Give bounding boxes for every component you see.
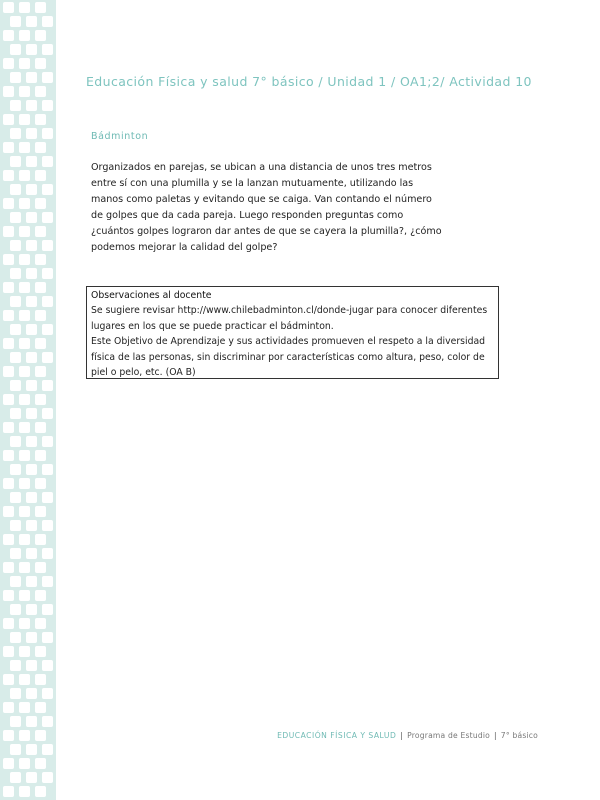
strip-pattern-square bbox=[19, 534, 30, 545]
strip-pattern-square bbox=[42, 492, 53, 503]
strip-pattern-square bbox=[3, 758, 14, 769]
strip-pattern-square bbox=[10, 212, 21, 223]
strip-pattern-row bbox=[0, 156, 56, 170]
strip-pattern-square bbox=[3, 282, 14, 293]
strip-pattern-square bbox=[19, 562, 30, 573]
strip-pattern-square bbox=[10, 156, 21, 167]
strip-pattern-square bbox=[19, 226, 30, 237]
strip-pattern-row bbox=[0, 282, 56, 296]
strip-pattern-square bbox=[35, 534, 46, 545]
strip-pattern-square bbox=[19, 114, 30, 125]
strip-pattern-square bbox=[10, 72, 21, 83]
strip-pattern-square bbox=[19, 254, 30, 265]
strip-pattern-square bbox=[42, 212, 53, 223]
strip-pattern-square bbox=[10, 492, 21, 503]
strip-pattern-square bbox=[3, 674, 14, 685]
strip-pattern-row bbox=[0, 702, 56, 716]
strip-pattern-square bbox=[35, 758, 46, 769]
strip-pattern-square bbox=[26, 240, 37, 251]
strip-pattern-square bbox=[19, 58, 30, 69]
strip-pattern-row bbox=[0, 688, 56, 702]
strip-pattern-square bbox=[26, 380, 37, 391]
strip-pattern-square bbox=[35, 2, 46, 13]
strip-pattern-square bbox=[42, 660, 53, 671]
strip-pattern-square bbox=[42, 296, 53, 307]
strip-pattern-row bbox=[0, 534, 56, 548]
strip-pattern-square bbox=[19, 758, 30, 769]
page-header-title: Educación Física y salud 7° básico / Unidad 1 / OA1;2/ Actividad 10 bbox=[86, 74, 532, 89]
strip-pattern-square bbox=[42, 44, 53, 55]
strip-pattern-square bbox=[26, 184, 37, 195]
strip-pattern-square bbox=[3, 366, 14, 377]
strip-pattern-square bbox=[26, 660, 37, 671]
strip-pattern-square bbox=[3, 562, 14, 573]
strip-pattern-square bbox=[19, 282, 30, 293]
strip-pattern-square bbox=[42, 716, 53, 727]
strip-pattern-square bbox=[10, 576, 21, 587]
strip-pattern-row bbox=[0, 548, 56, 562]
strip-pattern-square bbox=[42, 352, 53, 363]
strip-pattern-square bbox=[35, 422, 46, 433]
strip-pattern-square bbox=[19, 366, 30, 377]
strip-pattern-row bbox=[0, 562, 56, 576]
strip-pattern-square bbox=[26, 72, 37, 83]
strip-pattern-square bbox=[10, 520, 21, 531]
strip-pattern-square bbox=[42, 184, 53, 195]
strip-pattern-square bbox=[19, 338, 30, 349]
strip-pattern-square bbox=[42, 16, 53, 27]
strip-pattern-square bbox=[42, 632, 53, 643]
strip-pattern-square bbox=[42, 408, 53, 419]
observations-title: Observaciones al docente bbox=[91, 290, 212, 301]
strip-pattern-row bbox=[0, 758, 56, 772]
strip-pattern-row bbox=[0, 380, 56, 394]
strip-pattern-square bbox=[42, 436, 53, 447]
strip-pattern-row bbox=[0, 58, 56, 72]
strip-pattern-square bbox=[35, 786, 46, 797]
strip-pattern-square bbox=[19, 478, 30, 489]
page-footer bbox=[277, 731, 538, 740]
strip-pattern-row bbox=[0, 660, 56, 674]
strip-pattern-square bbox=[3, 254, 14, 265]
strip-pattern-square bbox=[10, 128, 21, 139]
strip-pattern-square bbox=[42, 72, 53, 83]
strip-pattern-square bbox=[10, 16, 21, 27]
strip-pattern-square bbox=[35, 170, 46, 181]
strip-pattern-row bbox=[0, 478, 56, 492]
strip-pattern-square bbox=[3, 730, 14, 741]
observations-text-2: Este Objetivo de Aprendizaje y sus actividades promueven el respeto a la diversidad física de las personas, sin discriminar por características como altura, peso, color de piel o pelo, etc. (OA B) bbox=[91, 336, 486, 379]
strip-pattern-square bbox=[3, 198, 14, 209]
strip-pattern-square bbox=[35, 618, 46, 629]
strip-pattern-row bbox=[0, 338, 56, 352]
strip-pattern-row bbox=[0, 632, 56, 646]
strip-pattern-row bbox=[0, 114, 56, 128]
strip-pattern-square bbox=[19, 646, 30, 657]
strip-pattern-square bbox=[3, 30, 14, 41]
strip-pattern-square bbox=[10, 324, 21, 335]
strip-pattern-square bbox=[19, 198, 30, 209]
strip-pattern-square bbox=[19, 618, 30, 629]
strip-pattern-square bbox=[19, 730, 30, 741]
strip-pattern-square bbox=[35, 226, 46, 237]
footer-grade: 7° básico bbox=[500, 731, 538, 740]
strip-pattern-row bbox=[0, 226, 56, 240]
strip-pattern-row bbox=[0, 100, 56, 114]
strip-pattern-square bbox=[42, 464, 53, 475]
strip-pattern-row bbox=[0, 772, 56, 786]
strip-pattern-square bbox=[10, 772, 21, 783]
strip-pattern-square bbox=[26, 352, 37, 363]
strip-pattern-square bbox=[3, 338, 14, 349]
strip-pattern-row bbox=[0, 212, 56, 226]
strip-pattern-square bbox=[3, 310, 14, 321]
strip-pattern-square bbox=[42, 576, 53, 587]
strip-pattern-row bbox=[0, 646, 56, 660]
footer-program: Programa de Estudio bbox=[407, 731, 491, 740]
strip-pattern-square bbox=[3, 226, 14, 237]
strip-pattern-square bbox=[35, 590, 46, 601]
strip-pattern-square bbox=[10, 548, 21, 559]
strip-pattern-row bbox=[0, 520, 56, 534]
strip-pattern-square bbox=[26, 100, 37, 111]
strip-pattern-row bbox=[0, 352, 56, 366]
strip-pattern-row bbox=[0, 2, 56, 16]
strip-pattern-square bbox=[10, 44, 21, 55]
strip-pattern-square bbox=[19, 170, 30, 181]
strip-pattern-row bbox=[0, 436, 56, 450]
strip-pattern-square bbox=[19, 142, 30, 153]
strip-pattern-square bbox=[10, 100, 21, 111]
strip-pattern-square bbox=[19, 2, 30, 13]
strip-pattern-square bbox=[42, 380, 53, 391]
section-title: Bádminton bbox=[91, 131, 149, 142]
strip-pattern-row bbox=[0, 744, 56, 758]
strip-pattern-row bbox=[0, 30, 56, 44]
strip-pattern-square bbox=[10, 604, 21, 615]
strip-pattern-square bbox=[35, 506, 46, 517]
strip-pattern-square bbox=[26, 128, 37, 139]
strip-pattern-row bbox=[0, 170, 56, 184]
strip-pattern-square bbox=[42, 772, 53, 783]
strip-pattern-square bbox=[10, 744, 21, 755]
strip-pattern-row bbox=[0, 422, 56, 436]
activity-paragraph: Organizados en parejas, se ubican a una distancia de unos tres metros entre sí con una plumilla y se la lanzan mutuamente, utilizando las manos como paletas y evitando que se caiga. Van contando el número de golpes que da cada pareja. Luego responden preguntas como ¿cuántos golpes lograron dar antes de que se cayera la plumilla?, ¿cómo podemos mejorar la calidad del golpe? bbox=[91, 162, 442, 253]
strip-pattern-square bbox=[3, 478, 14, 489]
strip-pattern-square bbox=[3, 114, 14, 125]
strip-pattern-square bbox=[26, 464, 37, 475]
strip-pattern-row bbox=[0, 464, 56, 478]
strip-pattern-row bbox=[0, 44, 56, 58]
strip-pattern-square bbox=[19, 86, 30, 97]
strip-pattern-square bbox=[3, 86, 14, 97]
strip-pattern-row bbox=[0, 86, 56, 100]
strip-pattern-square bbox=[42, 128, 53, 139]
strip-pattern-row bbox=[0, 576, 56, 590]
strip-pattern-square bbox=[19, 394, 30, 405]
strip-pattern-square bbox=[26, 744, 37, 755]
strip-pattern-square bbox=[3, 590, 14, 601]
strip-pattern-square bbox=[42, 604, 53, 615]
strip-pattern-square bbox=[42, 100, 53, 111]
strip-pattern-square bbox=[26, 324, 37, 335]
strip-pattern-square bbox=[42, 268, 53, 279]
strip-pattern-square bbox=[26, 604, 37, 615]
strip-pattern-square bbox=[35, 198, 46, 209]
strip-pattern-row bbox=[0, 604, 56, 618]
strip-pattern-row bbox=[0, 72, 56, 86]
strip-pattern-square bbox=[26, 44, 37, 55]
strip-pattern-square bbox=[19, 450, 30, 461]
strip-pattern-row bbox=[0, 408, 56, 422]
strip-pattern-square bbox=[10, 716, 21, 727]
strip-pattern-square bbox=[19, 30, 30, 41]
strip-pattern-square bbox=[3, 394, 14, 405]
footer-separator-2: | bbox=[494, 731, 497, 740]
strip-pattern-row bbox=[0, 184, 56, 198]
strip-pattern-row bbox=[0, 142, 56, 156]
strip-pattern-square bbox=[42, 240, 53, 251]
strip-pattern-square bbox=[42, 324, 53, 335]
strip-pattern-square bbox=[19, 422, 30, 433]
strip-pattern-square bbox=[35, 366, 46, 377]
observations-text-1: Se sugiere revisar http://www.chilebadminton.cl/donde-jugar para conocer diferentes lugares en los que se puede practicar el bádminton. bbox=[91, 305, 488, 332]
strip-pattern-square bbox=[42, 520, 53, 531]
strip-pattern-square bbox=[35, 86, 46, 97]
strip-pattern-row bbox=[0, 716, 56, 730]
strip-pattern-square bbox=[3, 2, 14, 13]
strip-pattern-row bbox=[0, 324, 56, 338]
strip-pattern-square bbox=[26, 268, 37, 279]
strip-pattern-square bbox=[35, 58, 46, 69]
strip-pattern-square bbox=[10, 240, 21, 251]
strip-pattern-square bbox=[3, 506, 14, 517]
strip-pattern-square bbox=[19, 702, 30, 713]
footer-separator-1: | bbox=[400, 731, 404, 740]
strip-pattern-square bbox=[10, 268, 21, 279]
strip-pattern-row bbox=[0, 590, 56, 604]
strip-pattern-square bbox=[26, 296, 37, 307]
strip-pattern-square bbox=[26, 576, 37, 587]
strip-pattern-row bbox=[0, 128, 56, 142]
strip-pattern-square bbox=[35, 562, 46, 573]
strip-pattern-square bbox=[3, 142, 14, 153]
strip-pattern-square bbox=[26, 520, 37, 531]
strip-pattern-square bbox=[26, 632, 37, 643]
strip-pattern-square bbox=[42, 156, 53, 167]
strip-pattern-square bbox=[35, 254, 46, 265]
strip-pattern-square bbox=[26, 492, 37, 503]
strip-pattern-square bbox=[3, 58, 14, 69]
strip-pattern-row bbox=[0, 730, 56, 744]
strip-pattern-square bbox=[35, 702, 46, 713]
strip-pattern-row bbox=[0, 268, 56, 282]
strip-pattern-square bbox=[35, 730, 46, 741]
decorative-side-strip bbox=[0, 0, 56, 800]
footer-subject: EDUCACIÓN FÍSICA Y SALUD bbox=[277, 731, 397, 740]
strip-pattern-square bbox=[19, 310, 30, 321]
strip-pattern-row bbox=[0, 492, 56, 506]
strip-pattern-square bbox=[19, 506, 30, 517]
strip-pattern-square bbox=[35, 310, 46, 321]
strip-pattern-square bbox=[26, 716, 37, 727]
strip-pattern-square bbox=[35, 142, 46, 153]
observations-box bbox=[86, 286, 499, 379]
strip-pattern-square bbox=[10, 380, 21, 391]
strip-pattern-square bbox=[35, 478, 46, 489]
strip-pattern-row bbox=[0, 366, 56, 380]
strip-pattern-square bbox=[3, 646, 14, 657]
strip-pattern-square bbox=[26, 156, 37, 167]
strip-pattern-row bbox=[0, 506, 56, 520]
strip-pattern-square bbox=[10, 436, 21, 447]
strip-pattern-square bbox=[10, 296, 21, 307]
strip-pattern-square bbox=[19, 674, 30, 685]
strip-pattern-square bbox=[3, 170, 14, 181]
strip-pattern-square bbox=[26, 408, 37, 419]
strip-pattern-square bbox=[10, 352, 21, 363]
strip-pattern-square bbox=[26, 16, 37, 27]
strip-pattern-square bbox=[3, 450, 14, 461]
strip-pattern-square bbox=[3, 422, 14, 433]
strip-pattern-square bbox=[3, 702, 14, 713]
strip-pattern-square bbox=[10, 184, 21, 195]
strip-pattern-row bbox=[0, 254, 56, 268]
strip-pattern-square bbox=[10, 632, 21, 643]
strip-pattern-row bbox=[0, 296, 56, 310]
strip-pattern-row bbox=[0, 450, 56, 464]
strip-pattern-square bbox=[35, 394, 46, 405]
strip-pattern-square bbox=[26, 548, 37, 559]
strip-pattern-square bbox=[3, 618, 14, 629]
strip-pattern-square bbox=[10, 408, 21, 419]
strip-pattern-square bbox=[42, 744, 53, 755]
strip-pattern-square bbox=[19, 590, 30, 601]
strip-pattern-square bbox=[26, 772, 37, 783]
strip-pattern-square bbox=[35, 282, 46, 293]
strip-pattern-square bbox=[35, 674, 46, 685]
strip-pattern-row bbox=[0, 394, 56, 408]
strip-pattern-square bbox=[35, 450, 46, 461]
strip-pattern-square bbox=[10, 688, 21, 699]
strip-pattern-square bbox=[3, 534, 14, 545]
strip-pattern-row bbox=[0, 198, 56, 212]
strip-pattern-row bbox=[0, 786, 56, 800]
strip-pattern-row bbox=[0, 674, 56, 688]
strip-pattern-row bbox=[0, 310, 56, 324]
strip-pattern-square bbox=[35, 646, 46, 657]
strip-pattern-square bbox=[10, 660, 21, 671]
strip-pattern-square bbox=[26, 436, 37, 447]
strip-pattern-row bbox=[0, 16, 56, 30]
strip-pattern-square bbox=[26, 688, 37, 699]
strip-pattern-square bbox=[35, 338, 46, 349]
strip-pattern-row bbox=[0, 618, 56, 632]
strip-pattern-square bbox=[26, 212, 37, 223]
strip-pattern-row bbox=[0, 240, 56, 254]
strip-pattern-square bbox=[3, 786, 14, 797]
strip-pattern-square bbox=[10, 464, 21, 475]
strip-pattern-square bbox=[42, 548, 53, 559]
strip-pattern-square bbox=[42, 688, 53, 699]
strip-pattern-square bbox=[19, 786, 30, 797]
strip-pattern-square bbox=[35, 114, 46, 125]
strip-pattern-square bbox=[35, 30, 46, 41]
